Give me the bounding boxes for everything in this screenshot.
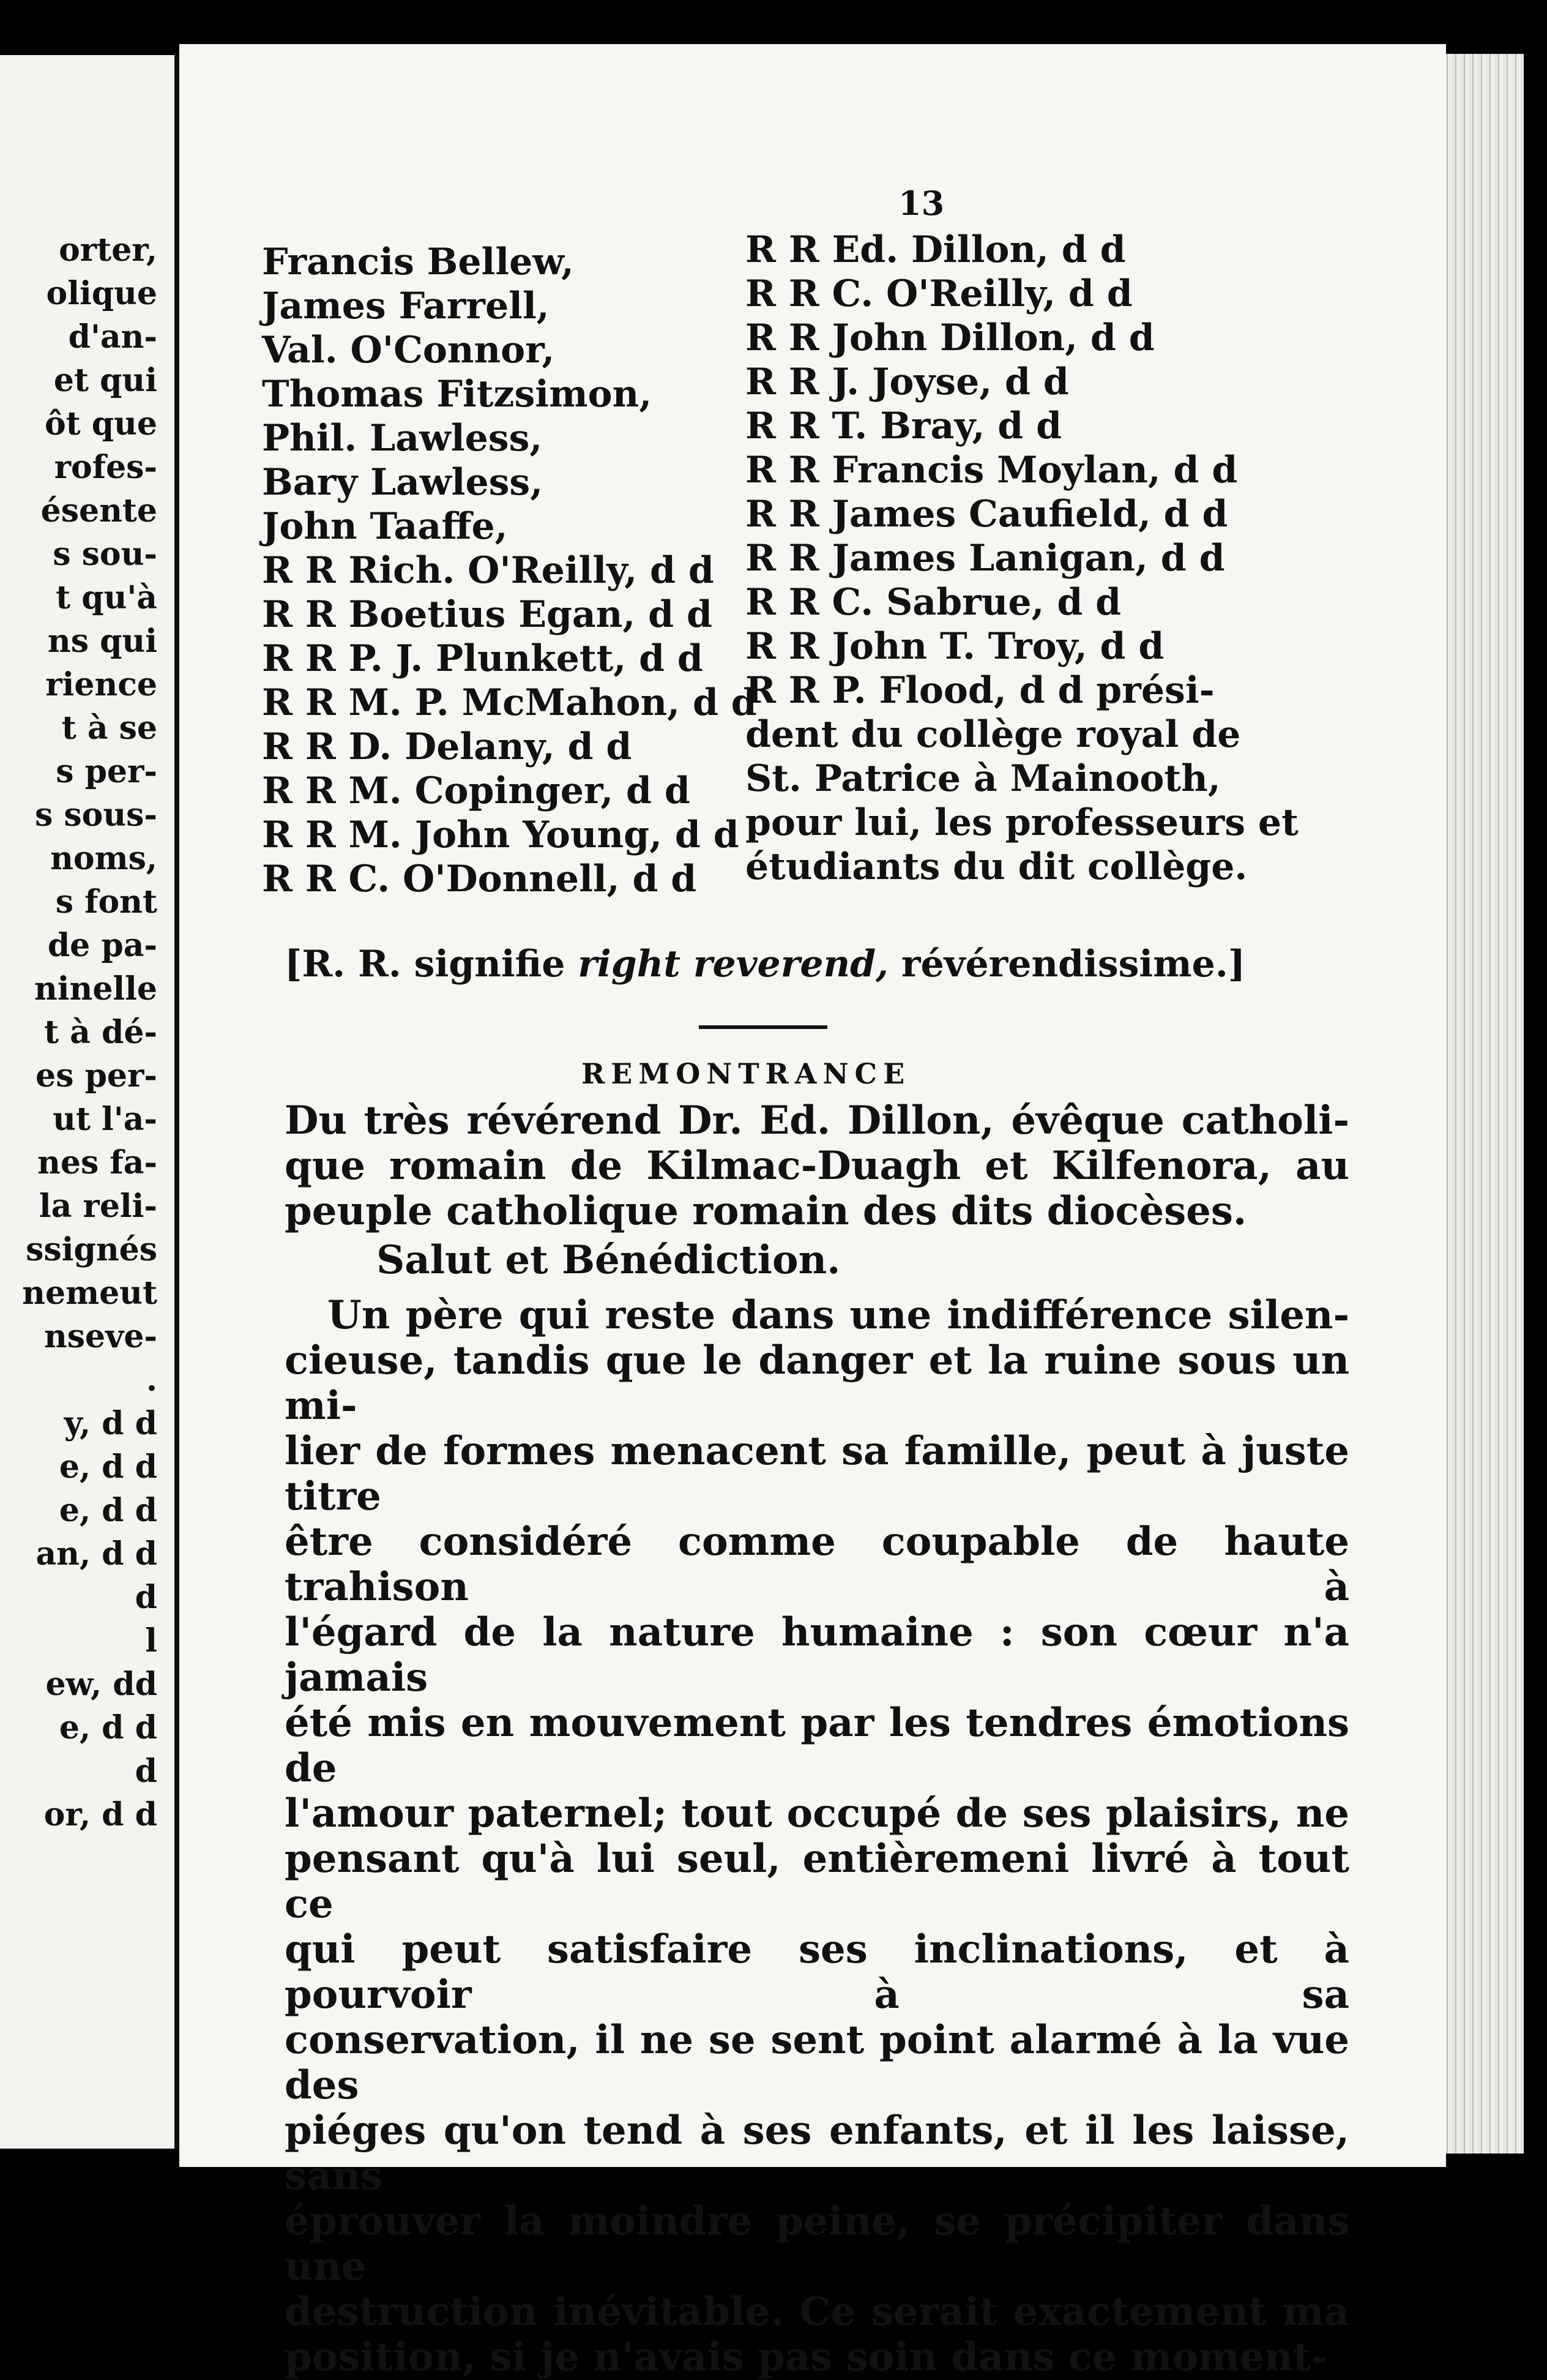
body-text — [285, 1293, 1349, 2380]
body-line: piéges qu'on tend à ses enfants, et il les laisse, sans — [285, 2108, 1349, 2199]
signatory-line: R R M. Copinger, d d — [262, 769, 690, 812]
left-fragment-line: et qui — [53, 362, 157, 399]
signatory-line: R R C. O'Donnell, d d — [262, 858, 697, 900]
signatory-line: St. Patrice à Mainooth, — [745, 757, 1221, 800]
left-fragment-line: es per- — [35, 1057, 157, 1095]
section-heading: REMONTRANCE — [581, 1057, 911, 1090]
body-line: éprouver la moindre peine, se précipiter dans une — [285, 2198, 1349, 2289]
signatory-line: John Taaffe, — [262, 505, 508, 548]
gutter — [174, 55, 179, 2149]
signatory-line: R R P. J. Plunkett, d d — [262, 637, 703, 680]
signatory-line: dent du collège royal de — [745, 713, 1241, 756]
body-line: lier de formes menacent sa famille, peut à juste titre — [285, 1428, 1349, 1519]
signatory-line: R R Boetius Egan, d d — [262, 593, 712, 636]
left-fragment-line: y, d d — [64, 1405, 157, 1442]
left-fragment-line: s sou- — [53, 536, 157, 573]
left-fragment-line: rofes- — [54, 449, 157, 486]
signatory-line: Bary Lawless, — [262, 461, 543, 504]
signatory-line: Val. O'Connor, — [262, 329, 555, 372]
body-line: cieuse, tandis que le danger et la ruine sous un mi- — [285, 1338, 1349, 1429]
left-fragment-line: e, d d — [59, 1492, 157, 1529]
signatory-line: R R C. Sabrue, d d — [745, 581, 1122, 624]
body-line: l'amour paternel; tout occupé de ses plaisirs, ne — [285, 1791, 1349, 1836]
left-fragment-line: de pa- — [47, 927, 157, 964]
intro-line: Du très révérend Dr. Ed. Dillon, évêque catholi- — [285, 1098, 1349, 1143]
body-line: qui peut satisfaire ses inclinations, et à pourvoir à sa — [285, 1926, 1349, 2018]
left-fragment-line: orter, — [59, 231, 157, 269]
left-fragment-line: e, d d — [59, 1709, 157, 1746]
signatory-line: R R C. O'Reilly, d d — [745, 272, 1133, 315]
left-fragment-line: ssignés — [26, 1231, 157, 1268]
divider-rule — [699, 1025, 827, 1029]
left-fragment-line: l — [145, 1622, 157, 1660]
left-fragment-line: s per- — [56, 753, 157, 790]
signatory-line: pour lui, les professeurs et — [745, 801, 1299, 844]
signatory-line: R R James Lanigan, d d — [745, 537, 1225, 580]
footnote: [R. R. signifie right reverend, révérendissime.] — [285, 943, 1246, 986]
left-fragment-line: ew, dd — [45, 1666, 157, 1703]
signatory-line: R R P. Flood, d d prési- — [745, 669, 1215, 712]
left-fragment-line: an, d d — [35, 1535, 157, 1573]
signatory-line: R R Ed. Dillon, d d — [745, 228, 1126, 271]
left-fragment-line: ut l'a- — [53, 1101, 157, 1138]
body-line: Un père qui reste dans une indifférence silen- — [327, 1292, 1349, 1338]
left-fragment-line: t qu'à — [56, 579, 157, 616]
signatory-line: Thomas Fitzsimon, — [262, 373, 652, 416]
left-fragment-line: nseve- — [43, 1318, 157, 1355]
left-fragment-line: or, d d — [43, 1796, 157, 1833]
salutation: Salut et Bénédiction. — [376, 1237, 841, 1283]
page-number: 13 — [898, 184, 945, 223]
left-fragment-line: s sous- — [34, 796, 157, 834]
signatory-line: R R D. Delany, d d — [262, 725, 632, 768]
signatory-line: R R John Dillon, d d — [745, 316, 1155, 359]
left-page-fragment — [0, 55, 174, 2149]
left-fragment-line: noms, — [50, 840, 157, 877]
left-fragment-line: la reli- — [39, 1188, 157, 1225]
left-fragment-line: d — [135, 1753, 157, 1790]
intro-line: peuple catholique romain des dits diocèses. — [285, 1188, 1247, 1234]
signatory-line: R R Francis Moylan, d d — [745, 449, 1238, 492]
left-fragment-line: ôt que — [44, 405, 157, 443]
signatory-line: James Farrell, — [262, 285, 550, 327]
left-fragment-line: ninelle — [34, 970, 157, 1008]
left-fragment-line: nemeut — [22, 1274, 157, 1312]
signatory-line: R R M. John Young, d d — [262, 814, 739, 856]
intro-block — [285, 1098, 1349, 1234]
left-fragment-line: t à se — [61, 709, 157, 747]
body-line: être considéré comme coupable de haute trahison à — [285, 1519, 1349, 1610]
signatory-line: R R M. P. McMahon, d d — [262, 681, 757, 724]
signatories-right — [745, 228, 1299, 889]
signatory-line: étudiants du dit collège. — [745, 845, 1248, 888]
signatory-line: R R Rich. O'Reilly, d d — [262, 549, 714, 592]
left-fragment-line: olique — [46, 275, 157, 312]
signatories-left — [262, 240, 757, 901]
right-page — [179, 44, 1446, 2380]
left-fragment-line: e, d d — [59, 1448, 157, 1486]
body-line: l'égard de la nature humaine : son cœur n'a jamais — [285, 1609, 1349, 1701]
body-line: pensant qu'à lui seul, entièremeni livré à tout ce — [285, 1836, 1349, 1927]
body-line: position, si je n'avais pas soin dans ce moment- — [285, 2334, 1327, 2380]
left-fragment-line: rience — [45, 666, 157, 703]
body-line: destruction inévitable. Ce serait exactement ma — [285, 2289, 1349, 2335]
left-fragment-line: d'an- — [68, 318, 157, 356]
intro-line: que romain de Kilmac-Duagh et Kilfenora, au — [285, 1143, 1349, 1189]
left-fragment-line: nes fa- — [37, 1144, 157, 1181]
signatory-line: Francis Bellew, — [262, 241, 574, 283]
signatory-line: R R James Caufield, d d — [745, 493, 1228, 536]
signatory-line: R R J. Joyse, d d — [745, 361, 1069, 403]
signatory-line: R R John T. Troy, d d — [745, 625, 1165, 668]
body-line: été mis en mouvement par les tendres émotions de — [285, 1700, 1349, 1791]
left-fragment-line: s font — [55, 883, 157, 921]
signatory-line: R R T. Bray, d d — [745, 405, 1062, 447]
left-fragment-line: . — [146, 1361, 157, 1399]
body-line: conservation, il ne se sent point alarmé à la vue des — [285, 2017, 1349, 2108]
signatory-line: Phil. Lawless, — [262, 417, 543, 460]
left-fragment-line: t à dé- — [44, 1014, 157, 1051]
left-fragment-line: ésente — [40, 492, 157, 530]
left-fragment-line: d — [135, 1579, 157, 1616]
left-fragment-line: ns qui — [47, 623, 157, 660]
